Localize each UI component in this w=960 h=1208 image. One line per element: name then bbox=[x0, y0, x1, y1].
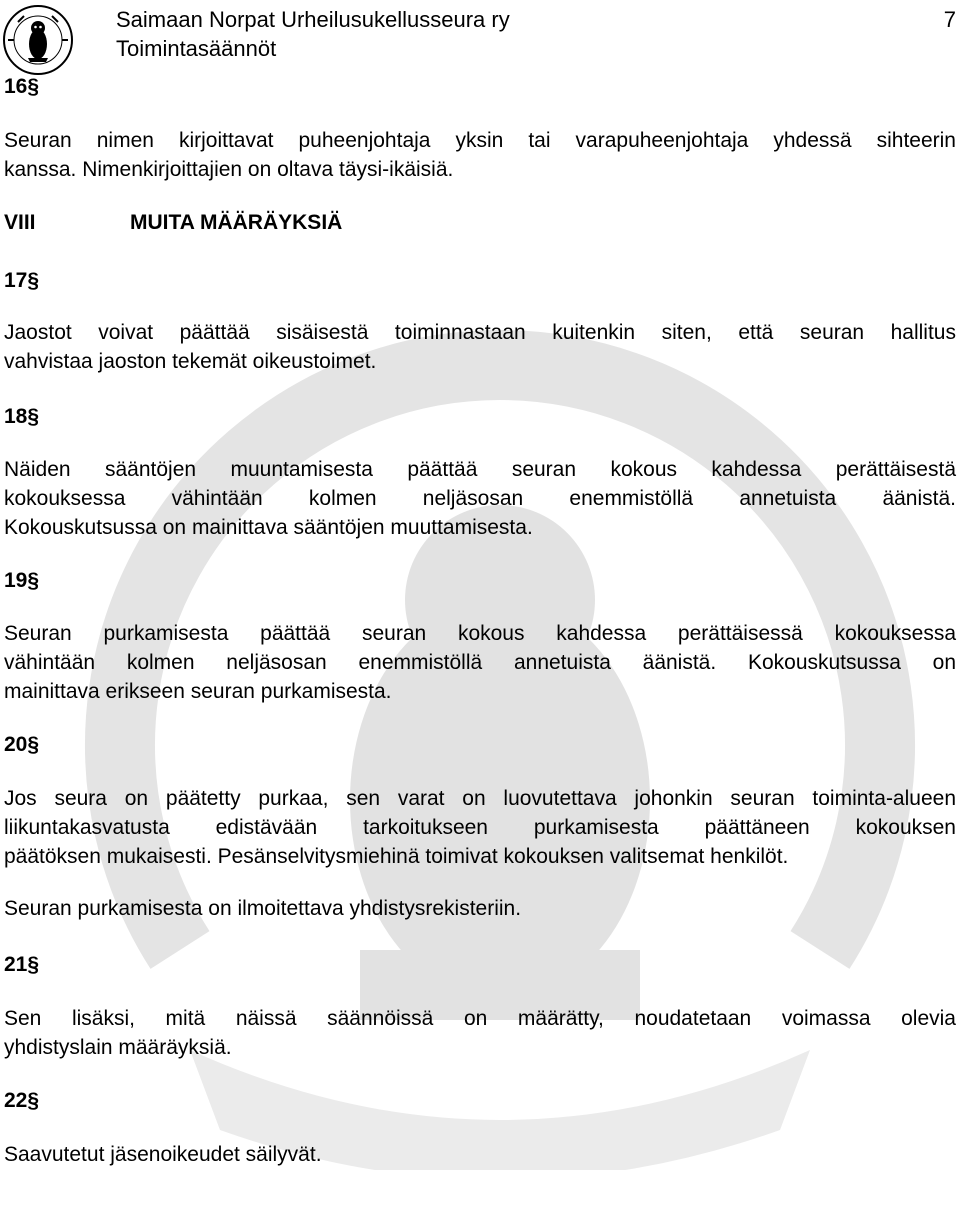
section-number-19: 19§ bbox=[4, 569, 40, 592]
chapter-title: MUITA MÄÄRÄYKSIÄ bbox=[130, 211, 343, 234]
section-number-16: 16§ bbox=[4, 75, 40, 98]
section-text-17: Jaostot voivat päättää sisäisestä toiminnastaan kuitenkin siten, että seuran hallitus vahvistaa jaoston tekemät oikeustoimet. bbox=[4, 321, 956, 373]
section-text-20: Jos seura on päätetty purkaa, sen varat on luovutettava johonkin seuran toiminta-alueen liikuntakasvatusta edistävään tarkoitukseen purkamisesta päättäneen kokouksen päätöksen mukaisesti. Pesänselvitysmiehinä toimivat kokouksen valitsemat henkilöt. bbox=[4, 787, 956, 868]
section-number-20: 20§ bbox=[4, 733, 40, 756]
section-text-20-extra: Seuran purkamisesta on ilmoitettava yhdistysrekisteriin. bbox=[4, 897, 522, 920]
section-number-17: 17§ bbox=[4, 269, 40, 292]
section-text-18: Näiden sääntöjen muuntamisesta päättää seuran kokous kahdessa perättäisestä kokouksessa vähintään kolmen neljäsosan enemmistöllä annetuista äänistä. Kokouskutsussa on mainittava sääntöjen muuttamisesta. bbox=[4, 458, 956, 539]
section-text-21: Sen lisäksi, mitä näissä säännöissä on määrätty, noudatetaan voimassa olevia yhdistyslain määräyksiä. bbox=[4, 1007, 956, 1059]
document-header-title: Toimintasäännöt bbox=[116, 36, 277, 61]
document-header-organization: Saimaan Norpat Urheilusukellusseura ry bbox=[116, 7, 510, 32]
section-text-22: Saavutetut jäsenoikeudet säilyvät. bbox=[4, 1143, 322, 1166]
page-number: 7 bbox=[943, 7, 956, 32]
section-text-16: Seuran nimen kirjoittavat puheenjohtaja yksin tai varapuheenjohtaja yhdessä sihteerin kanssa. Nimenkirjoittajien on oltava täysi-ikäisiä. bbox=[4, 129, 956, 181]
section-number-18: 18§ bbox=[4, 405, 40, 428]
section-text-19: Seuran purkamisesta päättää seuran kokous kahdessa perättäisessä kokouksessa vähintään kolmen neljäsosan enemmistöllä annetuista äänistä. Kokouskutsussa on mainittava erikseen seuran purkamisesta. bbox=[4, 622, 956, 703]
section-number-22: 22§ bbox=[4, 1089, 40, 1112]
chapter-roman-numeral: VIII bbox=[4, 211, 36, 234]
section-number-21: 21§ bbox=[4, 953, 40, 976]
seal-logo-icon bbox=[2, 4, 74, 76]
